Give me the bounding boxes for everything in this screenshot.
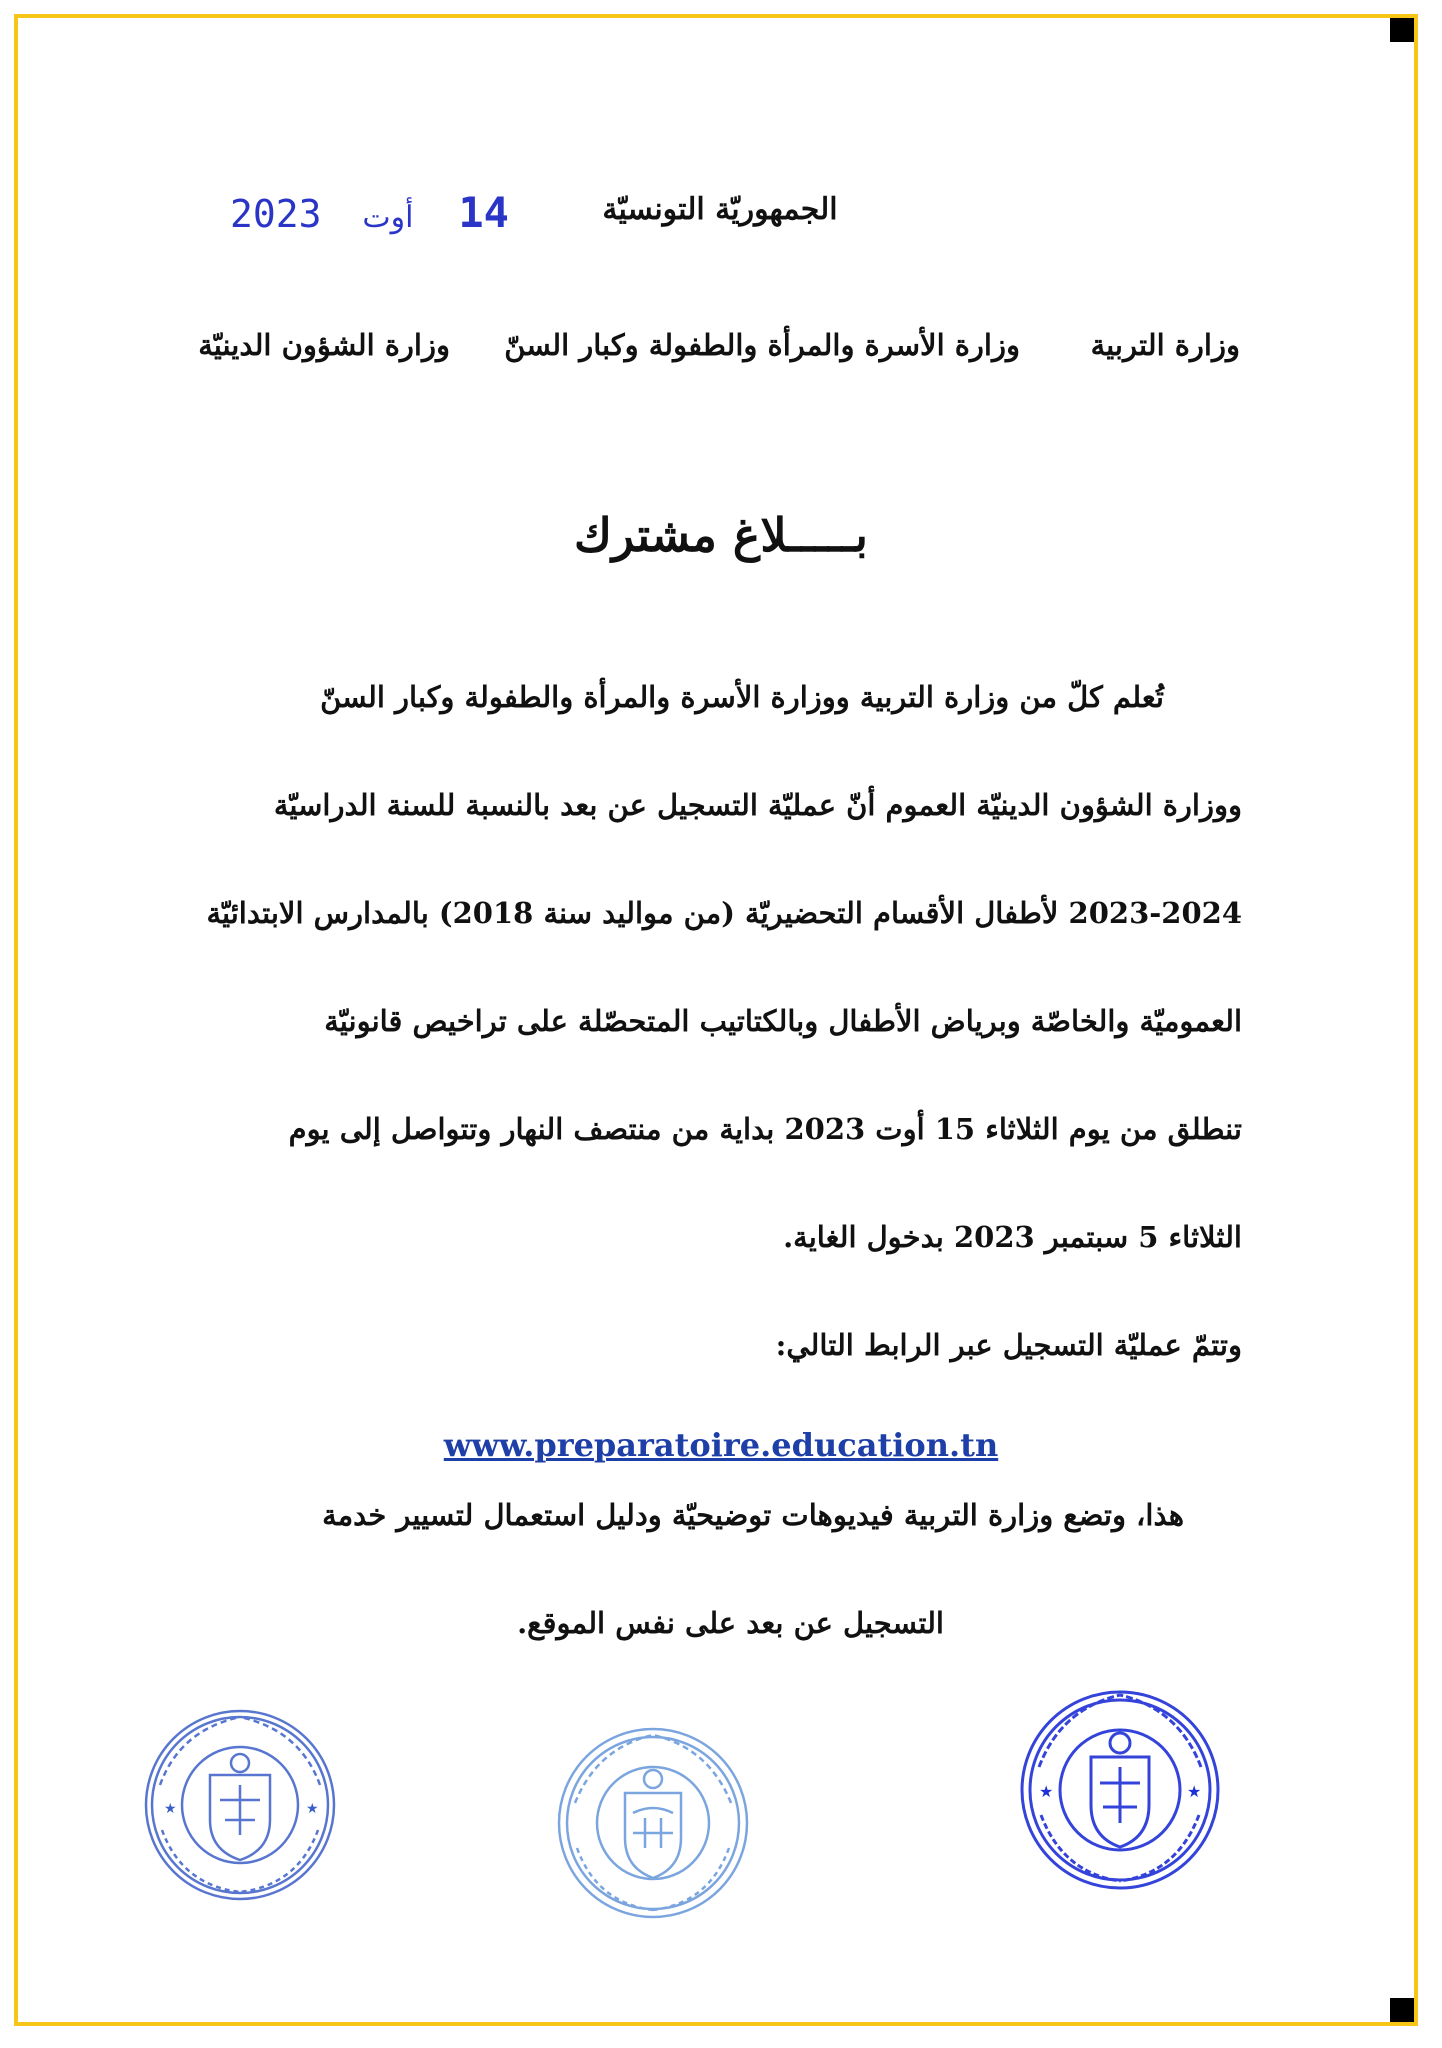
svg-text:★: ★ [164, 1801, 177, 1817]
body-line: العموميّة والخاصّة وبرياض الأطفال وبالكتاتيب المتحصّلة على تراخيص قانونيّة [324, 1004, 1242, 1038]
body-line: تنطلق من يوم الثلاثاء 15 أوت 2023 بداية من منتصف النهار وتتواصل إلى يوم [288, 1112, 1242, 1146]
svg-text:★: ★ [1187, 1782, 1202, 1801]
svg-text:★: ★ [1039, 1782, 1054, 1801]
ministry-religious-affairs: وزارة الشؤون الدينيّة [198, 328, 450, 362]
date-month: أوت [362, 200, 414, 235]
body-line: وتتمّ عمليّة التسجيل عبر الرابط التالي: [775, 1328, 1242, 1362]
note-line: التسجيل عن بعد على نفس الموقع. [517, 1606, 944, 1640]
body-line: تُعلم كلّ من وزارة التربية ووزارة الأسرة والمرأة والطفولة وكبار السنّ [320, 680, 1164, 714]
date-year: 2023 [230, 192, 322, 236]
family-ministry-seal-icon [553, 1723, 753, 1923]
education-ministry-seal-icon [1015, 1685, 1225, 1895]
registration-link[interactable]: www.preparatoire.education.tn [443, 1426, 999, 1464]
republic-heading: الجمهوريّة التونسيّة [602, 192, 838, 227]
scan-corner-mark [1390, 1998, 1414, 2022]
svg-text:★: ★ [306, 1801, 319, 1817]
religious-affairs-seal-icon [140, 1705, 340, 1905]
body-line: ووزارة الشؤون الدينيّة العموم أنّ عمليّة التسجيل عن بعد بالنسبة للسنة الدراسيّة [273, 788, 1242, 822]
ministry-family: وزارة الأسرة والمرأة والطفولة وكبار السنّ [504, 328, 1020, 362]
note-line: هذا، وتضع وزارة التربية فيديوهات توضيحيّة ودليل استعمال لتسيير خدمة [322, 1498, 1184, 1532]
ministry-education: وزارة التربية [1090, 328, 1240, 362]
body-line: 2023-2024 لأطفال الأقسام التحضيريّة (من مواليد سنة 2018) بالمدارس الابتدائيّة [206, 896, 1242, 930]
date-day: 14 [458, 188, 509, 237]
body-line: الثلاثاء 5 سبتمبر 2023 بدخول الغاية. [783, 1220, 1242, 1254]
announcement-title: بـــــلاغ مشترك [574, 508, 868, 562]
scan-corner-mark [1390, 18, 1414, 42]
handwritten-date [230, 188, 509, 237]
